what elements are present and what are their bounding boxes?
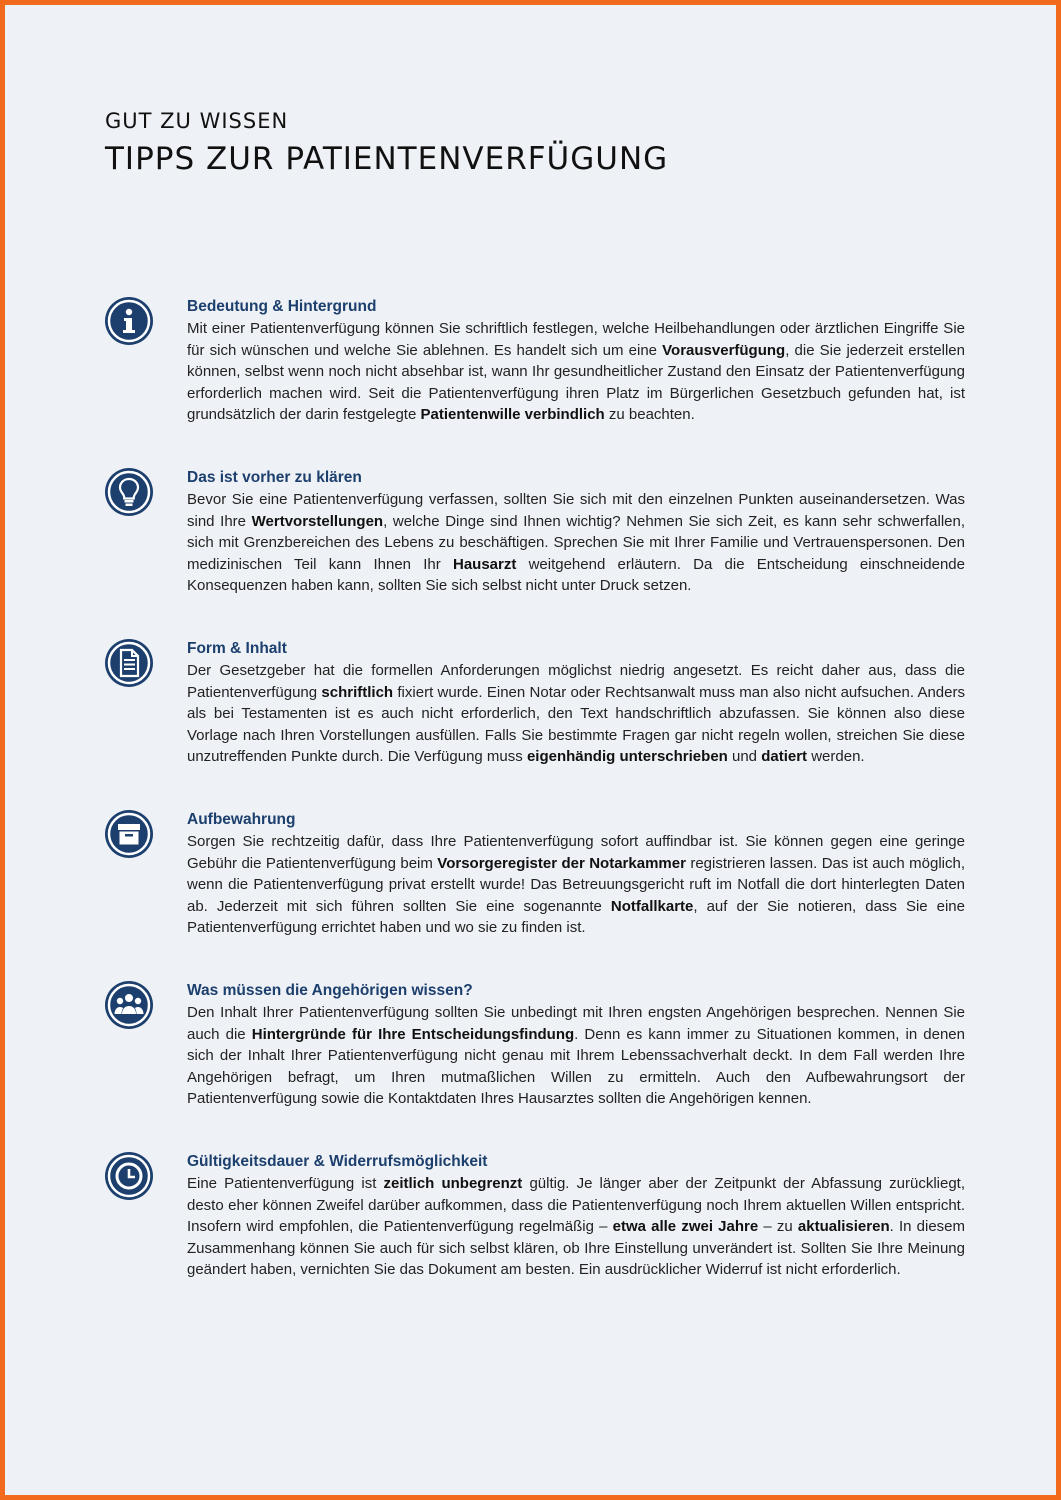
body-text: – zu: [758, 1218, 798, 1235]
emphasis-text: Hintergründe für Ihre Entscheidungsfindung: [251, 1025, 575, 1043]
body-text: . Denn es kann immer zu Situationen kommen, in denen sich der Inhalt Ihrer Patientenverfügung nicht genau mit Ihrem Lebenssachverhalt deckt. In dem Fall werden Ihre Angehörigen befragt, um Ihren mutmaßlichen Willen zu ermitteln. Auch den Aufbewahrungsort der Patientenverfügung sowie die Kontaktdaten Ihres Hausarztes sollten die Angehörigen kennen.: [187, 1025, 965, 1107]
body-text: Der Gesetzgeber hat die formellen Anforderungen möglichst niedrig angesetzt. Es reicht daher aus, dass die Patientenverfügung: [187, 662, 965, 701]
body-text: Mit einer Patientenverfügung können Sie schriftlich festlegen, welche Heilbehandlungen oder ärztlichen Eingriffe Sie für sich wünschen und welche Sie ablehnen. Es handelt sich um eine: [187, 320, 965, 359]
emphasis-text: Notfallkarte: [610, 897, 694, 915]
body-text: und: [727, 748, 762, 765]
emphasis-text: Wertvorstellungen: [251, 512, 384, 530]
page-title: TIPPS ZUR PATIENTENVERFÜGUNG: [105, 141, 669, 177]
body-text: Bevor Sie eine Patientenverfügung verfassen, sollten Sie sich mit den einzelnen Punkten auseinandersetzen. Was sind Ihre: [187, 491, 965, 530]
section-body: [187, 660, 965, 768]
body-text: weitgehend erläutern. Da die Entscheidung einschneidende Konsequenzen haben kann, sollten Sie sich selbst nicht unter Druck setzen.: [187, 555, 965, 594]
body-text: zu beachten.: [604, 406, 695, 423]
body-text: registrieren lassen. Das ist auch möglich, wenn die Patientenverfügung privat erstellt wurde! Das Betreuungsgericht ruft im Notfall die dort hinterlegten Daten ab. Jederzeit mit sich führen sollten Sie eine sogenannte: [187, 854, 965, 915]
page-kicker: GUT ZU WISSEN: [105, 109, 289, 133]
section-heading: Das ist vorher zu klären: [187, 469, 362, 486]
emphasis-text: Vorausverfügung: [662, 341, 786, 359]
section-heading: Form & Inhalt: [187, 640, 287, 657]
emphasis-text: schriftlich: [321, 683, 394, 701]
body-text: Den Inhalt Ihrer Patientenverfügung sollten Sie unbedingt mit Ihren engsten Angehörigen besprechen. Nennen Sie auch die: [187, 1004, 965, 1043]
section-heading: Gültigkeitsdauer & Widerrufsmöglichkeit: [187, 1153, 488, 1170]
emphasis-text: etwa alle zwei Jahre: [612, 1218, 759, 1235]
emphasis-text: zeitlich unbegrenzt: [383, 1175, 523, 1192]
section-heading: Was müssen die Angehörigen wissen?: [187, 982, 473, 999]
section-body: [187, 831, 965, 939]
section-body: [187, 489, 965, 597]
section-body: [187, 1002, 965, 1110]
lightbulb-icon: [105, 468, 153, 516]
emphasis-text: Hausarzt: [452, 555, 517, 573]
body-text: Sorgen Sie rechtzeitig dafür, dass Ihre Patientenverfügung sofort auffindbar ist. Sie können gegen eine geringe Gebühr die Patientenverfügung beim: [187, 833, 965, 872]
body-text: Eine Patientenverfügung ist: [187, 1175, 384, 1192]
emphasis-text: Vorsorgeregister der Notarkammer: [437, 854, 686, 872]
body-text: , welche Dinge sind Ihnen wichtig? Nehmen Sie sich Zeit, es kann sehr schwerfallen, sich mit Grenzbereichen des Lebens zu beschäftigen. Sprechen Sie mit Ihrer Familie und Vertrauenspersonen. Den medizinischen Teil kann Ihnen Ihr: [187, 512, 965, 573]
section-heading: Bedeutung & Hintergrund: [187, 298, 377, 315]
section-body: [187, 1173, 965, 1281]
body-text: , auf der Sie notieren, dass Sie eine Patientenverfügung errichtet haben und wo sie zu finden ist.: [187, 897, 965, 936]
body-text: werden.: [807, 748, 865, 765]
body-text: . In diesem Zusammenhang können Sie auch für sich selbst klären, ob Ihre Einstellung unverändert ist. Sollten Sie Ihre Meinung geändert haben, vernichten Sie das Dokument am besten. Ein ausdrücklicher Widerruf ist nicht erforderlich.: [187, 1218, 965, 1278]
section-body: [187, 318, 965, 426]
emphasis-text: Patientenwille verbindlich: [420, 406, 605, 423]
archive-box-icon: [105, 810, 153, 858]
body-text: fixiert wurde. Einen Notar oder Rechtsanwalt muss man also nicht aufsuchen. Anders als bei Testamenten ist es auch nicht erforderlich, den Text handschriftlich abzufassen. Sie können also diese Vorlage nach Ihren Vorstellungen ausfüllen. Falls Sie bestimmte Fragen gar nicht regeln wollen, streichen Sie diese unzutreffenden Punkte durch. Die Verfügung muss: [187, 683, 965, 765]
emphasis-text: eigenhändig unterschrieben: [526, 748, 728, 765]
clock-icon: [105, 1152, 153, 1200]
body-text: , die Sie jederzeit erstellen können, selbst wenn noch nicht absehbar ist, wann Ihr gesundheitlicher Zustand den Einsatz der Patientenverfügung erforderlich machen wird. Seit die Patientenverfügung ihren Platz im Bürgerlichen Gesetzbuch gefunden hat, ist grundsätzlich der darin festgelegte: [187, 341, 965, 423]
document-icon: [105, 639, 153, 687]
people-group-icon: [105, 981, 153, 1029]
emphasis-text: datiert: [761, 748, 808, 765]
emphasis-text: aktualisieren: [797, 1218, 890, 1235]
section-heading: Aufbewahrung: [187, 811, 296, 828]
body-text: gültig. Je länger aber der Zeitpunkt der Abfassung zurückliegt, desto eher können Zweifel darüber aufkommen, dass die Patientenverfügung noch Ihrem aktuellen Willen entspricht. Insofern wird empfohlen, die Patientenverfügung regelmäßig –: [187, 1175, 966, 1235]
info-icon: [105, 297, 153, 345]
